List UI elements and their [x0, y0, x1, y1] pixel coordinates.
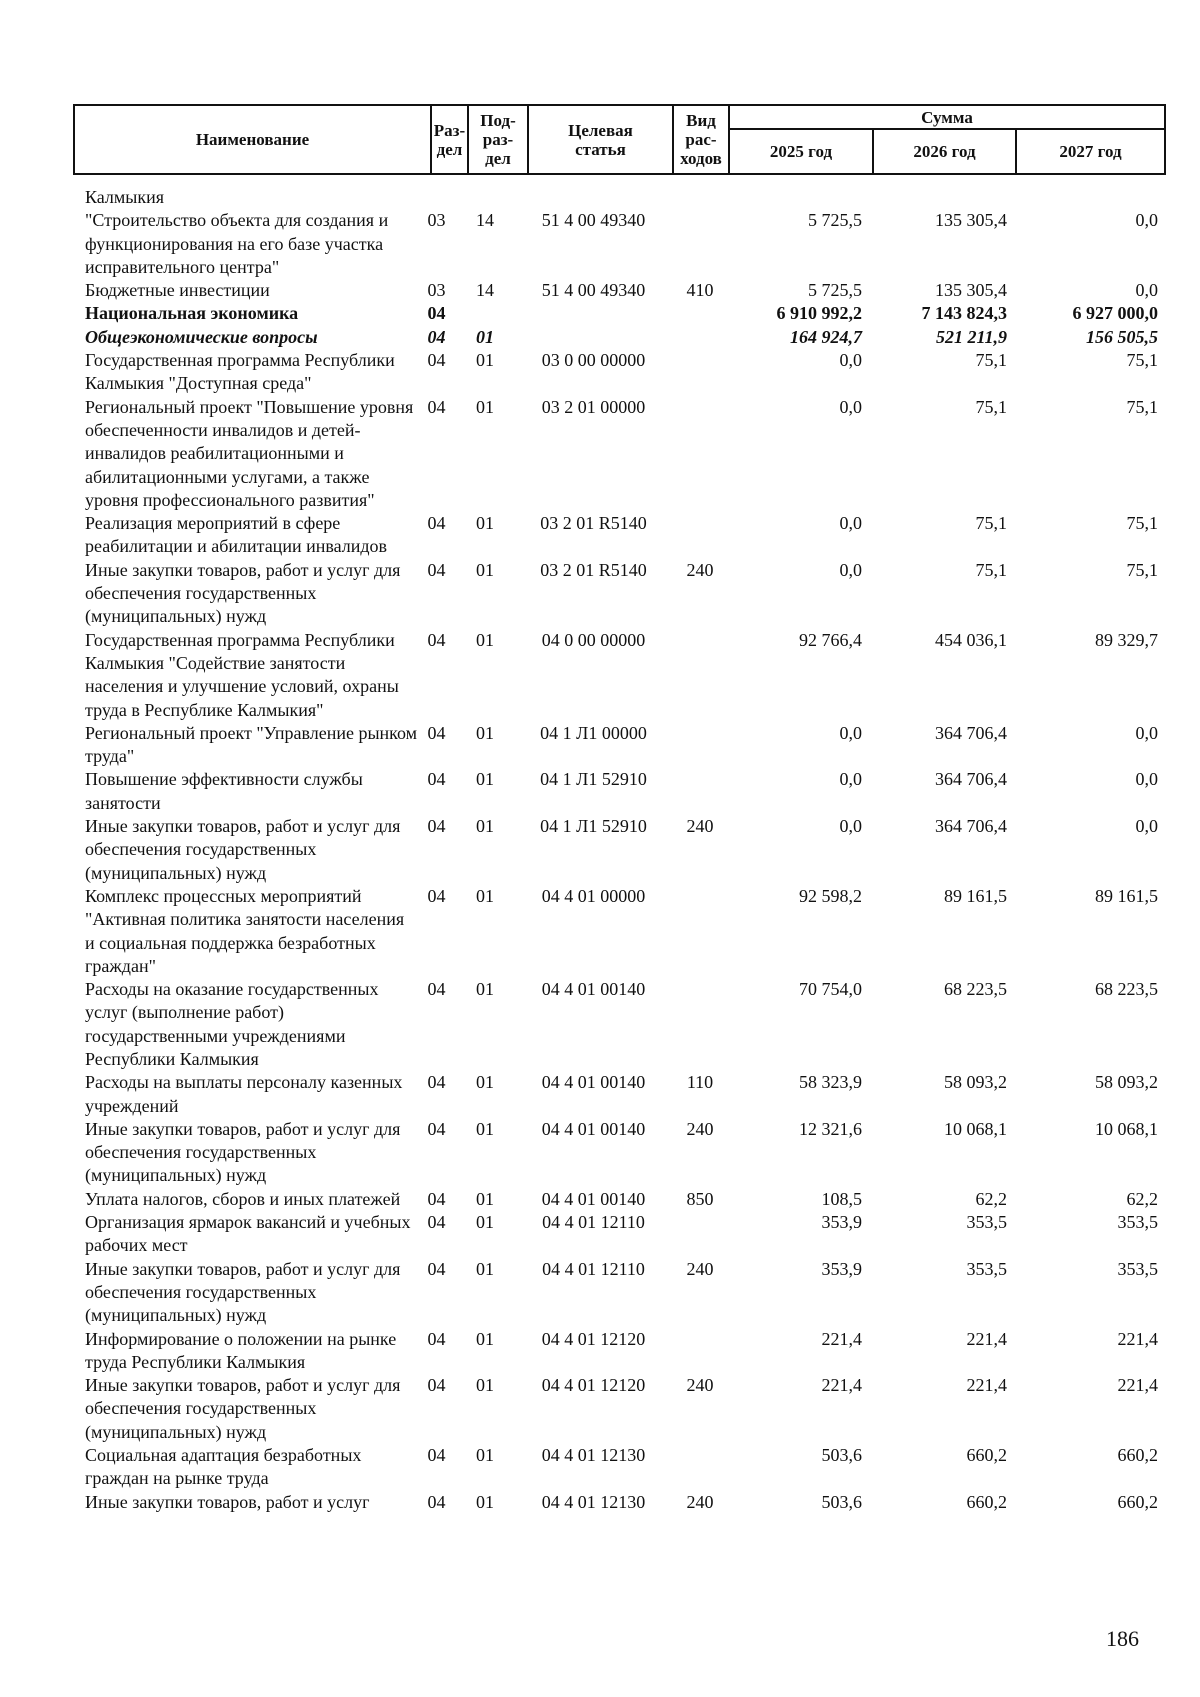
cell-name: Иные закупки товаров, работ и услуг для обеспечения государственных (муниципальных) нужд	[85, 816, 401, 883]
header-razdel: Раз- дел	[431, 105, 468, 174]
table-row	[73, 396, 1164, 512]
cell-name: Иные закупки товаров, работ и услуг для обеспечения государственных (муниципальных) нужд	[85, 1258, 401, 1326]
cell-2027: 0,0	[1135, 210, 1158, 231]
cell-podrazdel: 01	[476, 816, 494, 837]
cell-razdel: 04	[427, 326, 446, 347]
cell-statya: 03 0 00 00000	[541, 350, 646, 371]
header-year-2027: 2027 год	[1016, 129, 1165, 174]
cell-name: Уплата налогов, сборов и иных платежей	[85, 1188, 401, 1209]
cell-2026: 353,5	[966, 1258, 1007, 1279]
cell-2027: 0,0	[1135, 722, 1158, 743]
header-vid: Вид рас- ходов	[673, 105, 729, 174]
cell-name: Расходы на выплаты персоналу казенных учреждений	[85, 1072, 403, 1116]
cell-name: Государственная программа Республики Калмыкия "Доступная среда"	[85, 350, 395, 394]
cell-2026: 68 223,5	[944, 979, 1007, 1000]
cell-razdel: 04	[427, 1375, 446, 1396]
table-row	[73, 1258, 1164, 1328]
cell-razdel: 04	[427, 629, 446, 650]
cell-podrazdel: 01	[476, 1445, 494, 1466]
cell-2026: 7 143 824,3	[921, 303, 1007, 324]
cell-2026: 454 036,1	[935, 629, 1007, 650]
cell-podrazdel: 01	[476, 1328, 494, 1349]
cell-statya: 04 4 01 12120	[541, 1328, 646, 1349]
cell-2025: 5 725,5	[808, 280, 862, 301]
cell-2025: 221,4	[821, 1328, 862, 1349]
cell-name: Национальная экономика	[85, 303, 299, 324]
table-row	[73, 722, 1164, 769]
cell-razdel: 04	[427, 303, 446, 324]
cell-razdel: 04	[427, 1072, 446, 1093]
header-year-2025: 2025 год	[729, 129, 873, 174]
cell-2025: 108,5	[821, 1188, 862, 1209]
cell-2027: 75,1	[1126, 396, 1158, 417]
table-row	[73, 279, 1164, 302]
cell-name: Иные закупки товаров, работ и услуг для обеспечения государственных (муниципальных) нужд	[85, 559, 401, 627]
cell-razdel: 04	[427, 1212, 446, 1233]
cell-2026: 62,2	[975, 1188, 1007, 1209]
cell-2026: 135 305,4	[935, 210, 1007, 231]
table-row	[73, 302, 1164, 325]
cell-2027: 156 505,5	[1086, 326, 1158, 347]
cell-2025: 5 725,5	[808, 210, 862, 231]
cell-2026: 221,4	[966, 1328, 1007, 1349]
cell-2027: 75,1	[1126, 350, 1158, 371]
cell-2027: 68 223,5	[1095, 979, 1158, 1000]
cell-razdel: 04	[427, 1118, 446, 1139]
cell-2025: 0,0	[839, 769, 862, 790]
cell-name: Государственная программа Республики Калмыкия "Содействие занятости населения и улучшение условий, охраны труда в Республике Калмыкия"	[85, 629, 399, 720]
table-row	[73, 1211, 1164, 1258]
cell-name: Иные закупки товаров, работ и услуг	[85, 1491, 370, 1512]
cell-statya: 04 4 01 12110	[542, 1212, 645, 1233]
table-header	[73, 104, 1166, 175]
cell-2026: 75,1	[975, 350, 1007, 371]
table-row	[73, 209, 1164, 279]
cell-razdel: 04	[427, 1491, 446, 1512]
cell-statya: 04 4 01 00000	[541, 885, 646, 906]
header-statya: Целевая статья	[528, 105, 673, 174]
cell-2026: 521 211,9	[935, 326, 1007, 347]
cell-name: Реализация мероприятий в сфере реабилитации и абилитации инвалидов	[85, 513, 388, 557]
table-row	[73, 559, 1164, 629]
cell-2026: 364 706,4	[935, 769, 1007, 790]
table-row	[73, 186, 1164, 209]
cell-2027: 89 161,5	[1095, 885, 1158, 906]
cell-podrazdel: 01	[476, 722, 494, 743]
cell-statya: 03 2 01 R5140	[540, 559, 647, 580]
cell-2026: 10 068,1	[944, 1118, 1007, 1139]
cell-2026: 75,1	[975, 396, 1007, 417]
cell-name: Калмыкия	[85, 187, 165, 207]
cell-razdel: 03	[427, 280, 446, 301]
table-row	[73, 1188, 1164, 1211]
cell-2026: 58 093,2	[944, 1072, 1007, 1093]
cell-2026: 75,1	[975, 559, 1007, 580]
cell-podrazdel: 01	[476, 326, 494, 347]
cell-2026: 660,2	[966, 1445, 1007, 1466]
table-row	[73, 885, 1164, 978]
cell-name: Региональный проект "Управление рынком труда"	[85, 722, 418, 767]
cell-vid: 110	[686, 1072, 714, 1093]
cell-name: Комплекс процессных мероприятий "Активная политика занятости населения и социальная поддержка безработных граждан"	[85, 885, 405, 976]
cell-2025: 353,9	[821, 1258, 862, 1279]
cell-razdel: 04	[427, 1445, 446, 1466]
cell-razdel: 04	[427, 513, 446, 534]
table-row	[73, 1328, 1164, 1375]
cell-2026: 221,4	[966, 1375, 1007, 1396]
cell-name: Социальная адаптация безработных граждан на рынке труда	[85, 1445, 362, 1489]
cell-statya: 51 4 00 49340	[541, 210, 646, 231]
cell-name: Иные закупки товаров, работ и услуг для обеспечения государственных (муниципальных) нужд	[85, 1375, 401, 1442]
cell-2025: 353,9	[821, 1212, 862, 1233]
cell-statya: 04 4 01 00140	[541, 1072, 646, 1093]
cell-2026: 364 706,4	[935, 816, 1007, 837]
cell-podrazdel: 01	[476, 769, 494, 790]
cell-podrazdel: 01	[476, 1212, 494, 1233]
table-row	[73, 1118, 1164, 1188]
cell-2025: 0,0	[839, 513, 862, 534]
table-body	[73, 186, 1164, 1514]
cell-statya: 04 4 01 00140	[541, 979, 646, 1000]
cell-2027: 10 068,1	[1095, 1118, 1158, 1139]
cell-name: Информирование о положении на рынке труда Республики Калмыкия	[85, 1328, 397, 1372]
cell-vid: 240	[686, 1375, 714, 1396]
cell-statya: 04 4 01 12120	[541, 1375, 646, 1396]
cell-2025: 0,0	[839, 350, 862, 371]
cell-razdel: 04	[427, 1188, 446, 1209]
table-row	[73, 512, 1164, 559]
cell-2027: 353,5	[1117, 1258, 1158, 1279]
cell-2025: 92 598,2	[799, 885, 862, 906]
cell-podrazdel: 14	[476, 210, 494, 231]
cell-2027: 62,2	[1126, 1188, 1158, 1209]
cell-podrazdel: 01	[476, 979, 494, 1000]
table-row	[73, 1491, 1164, 1514]
cell-statya: 51 4 00 49340	[541, 280, 646, 301]
cell-2025: 58 323,9	[799, 1072, 862, 1093]
page-number: 186	[1106, 1626, 1139, 1651]
table-row	[73, 629, 1164, 722]
cell-2027: 89 329,7	[1095, 629, 1158, 650]
cell-vid: 410	[686, 280, 714, 301]
cell-statya: 04 1 Л1 00000	[540, 722, 647, 743]
cell-2025: 164 924,7	[790, 326, 862, 347]
cell-2027: 0,0	[1135, 769, 1158, 790]
cell-2027: 75,1	[1126, 513, 1158, 534]
cell-2027: 353,5	[1117, 1212, 1158, 1233]
cell-name: Общеэкономические вопросы	[85, 326, 318, 347]
cell-razdel: 04	[427, 559, 446, 580]
cell-razdel: 04	[427, 350, 446, 371]
cell-2026: 364 706,4	[935, 722, 1007, 743]
cell-2025: 503,6	[821, 1491, 862, 1512]
cell-razdel: 04	[427, 722, 446, 743]
cell-2026: 660,2	[966, 1491, 1007, 1512]
cell-statya: 04 4 01 12110	[542, 1258, 645, 1279]
cell-razdel: 04	[427, 1258, 446, 1279]
cell-statya: 04 4 01 00140	[541, 1118, 646, 1139]
cell-podrazdel: 01	[476, 1188, 494, 1209]
cell-razdel: 04	[427, 769, 446, 790]
header-summa: Сумма	[729, 105, 1165, 129]
cell-2027: 0,0	[1135, 816, 1158, 837]
cell-2027: 660,2	[1117, 1445, 1158, 1466]
cell-podrazdel: 01	[476, 885, 494, 906]
cell-2025: 12 321,6	[799, 1118, 862, 1139]
header-name: Наименование	[74, 105, 431, 174]
cell-statya: 03 2 01 00000	[541, 396, 646, 417]
cell-podrazdel: 01	[476, 350, 494, 371]
cell-statya: 04 1 Л1 52910	[540, 816, 647, 837]
cell-razdel: 04	[427, 885, 446, 906]
cell-2025: 6 910 992,2	[776, 303, 862, 324]
cell-2027: 0,0	[1135, 280, 1158, 301]
cell-name: Повышение эффективности службы занятости	[85, 769, 363, 813]
cell-name: Региональный проект "Повышение уровня обеспеченности инвалидов и детей-инвалидов реабилитационными и абилитационными услугами, а также уровня профессионального развития"	[85, 396, 414, 510]
cell-name: Иные закупки товаров, работ и услуг для обеспечения государственных (муниципальных) нужд	[85, 1118, 401, 1186]
cell-vid: 240	[686, 1118, 714, 1139]
cell-name: "Строительство объекта для создания и функционирования на его базе участка исправительного центра"	[85, 210, 389, 277]
cell-2027: 58 093,2	[1095, 1072, 1158, 1093]
cell-2025: 503,6	[821, 1445, 862, 1466]
table-row	[73, 1071, 1164, 1118]
cell-razdel: 03	[427, 210, 446, 231]
cell-vid: 240	[686, 1258, 714, 1279]
cell-statya: 04 0 00 00000	[541, 629, 646, 650]
table-row	[73, 978, 1164, 1071]
table-row	[73, 815, 1164, 885]
cell-2025: 92 766,4	[799, 629, 862, 650]
cell-2026: 89 161,5	[944, 885, 1007, 906]
cell-statya: 04 1 Л1 52910	[540, 769, 647, 790]
cell-vid: 240	[686, 559, 714, 580]
table-row	[73, 349, 1164, 396]
cell-2025: 0,0	[839, 559, 862, 580]
cell-razdel: 04	[427, 1328, 446, 1349]
cell-2025: 0,0	[839, 396, 862, 417]
cell-razdel: 04	[427, 979, 446, 1000]
table-row	[73, 1444, 1164, 1491]
cell-vid: 850	[686, 1188, 714, 1209]
cell-podrazdel: 01	[476, 629, 494, 650]
cell-podrazdel: 01	[476, 1491, 494, 1512]
cell-podrazdel: 14	[476, 280, 494, 301]
cell-2026: 135 305,4	[935, 280, 1007, 301]
cell-podrazdel: 01	[476, 1118, 494, 1139]
cell-2026: 75,1	[975, 513, 1007, 534]
cell-podrazdel: 01	[476, 1258, 494, 1279]
cell-statya: 04 4 01 12130	[541, 1491, 646, 1512]
cell-2027: 6 927 000,0	[1072, 303, 1158, 324]
cell-2025: 221,4	[821, 1375, 862, 1396]
cell-2025: 0,0	[839, 816, 862, 837]
header-podrazdel: Под- раз- дел	[468, 105, 528, 174]
cell-name: Расходы на оказание государственных услуг (выполнение работ) государственными учреждениями Республики Калмыкия	[85, 979, 379, 1069]
header-year-2026: 2026 год	[873, 129, 1016, 174]
cell-razdel: 04	[427, 396, 446, 417]
cell-name: Бюджетные инвестиции	[85, 280, 270, 301]
cell-statya: 03 2 01 R5140	[540, 513, 647, 534]
cell-podrazdel: 01	[476, 559, 494, 580]
cell-2026: 353,5	[966, 1212, 1007, 1233]
table-row	[73, 1374, 1164, 1444]
cell-podrazdel: 01	[476, 1375, 494, 1396]
cell-2027: 75,1	[1126, 559, 1158, 580]
table-row	[73, 326, 1164, 349]
cell-vid: 240	[686, 1491, 714, 1512]
cell-podrazdel: 01	[476, 513, 494, 534]
table-row	[73, 768, 1164, 815]
cell-statya: 04 4 01 12130	[541, 1445, 646, 1466]
cell-podrazdel: 01	[476, 396, 494, 417]
cell-vid: 240	[686, 816, 714, 837]
cell-statya: 04 4 01 00140	[541, 1188, 646, 1209]
cell-name: Организация ярмарок вакансий и учебных рабочих мест	[85, 1212, 411, 1256]
cell-podrazdel: 01	[476, 1072, 494, 1093]
cell-razdel: 04	[427, 816, 446, 837]
cell-2027: 221,4	[1117, 1375, 1158, 1396]
cell-2025: 70 754,0	[799, 979, 862, 1000]
cell-2025: 0,0	[839, 722, 862, 743]
cell-2027: 221,4	[1117, 1328, 1158, 1349]
cell-2027: 660,2	[1117, 1491, 1158, 1512]
